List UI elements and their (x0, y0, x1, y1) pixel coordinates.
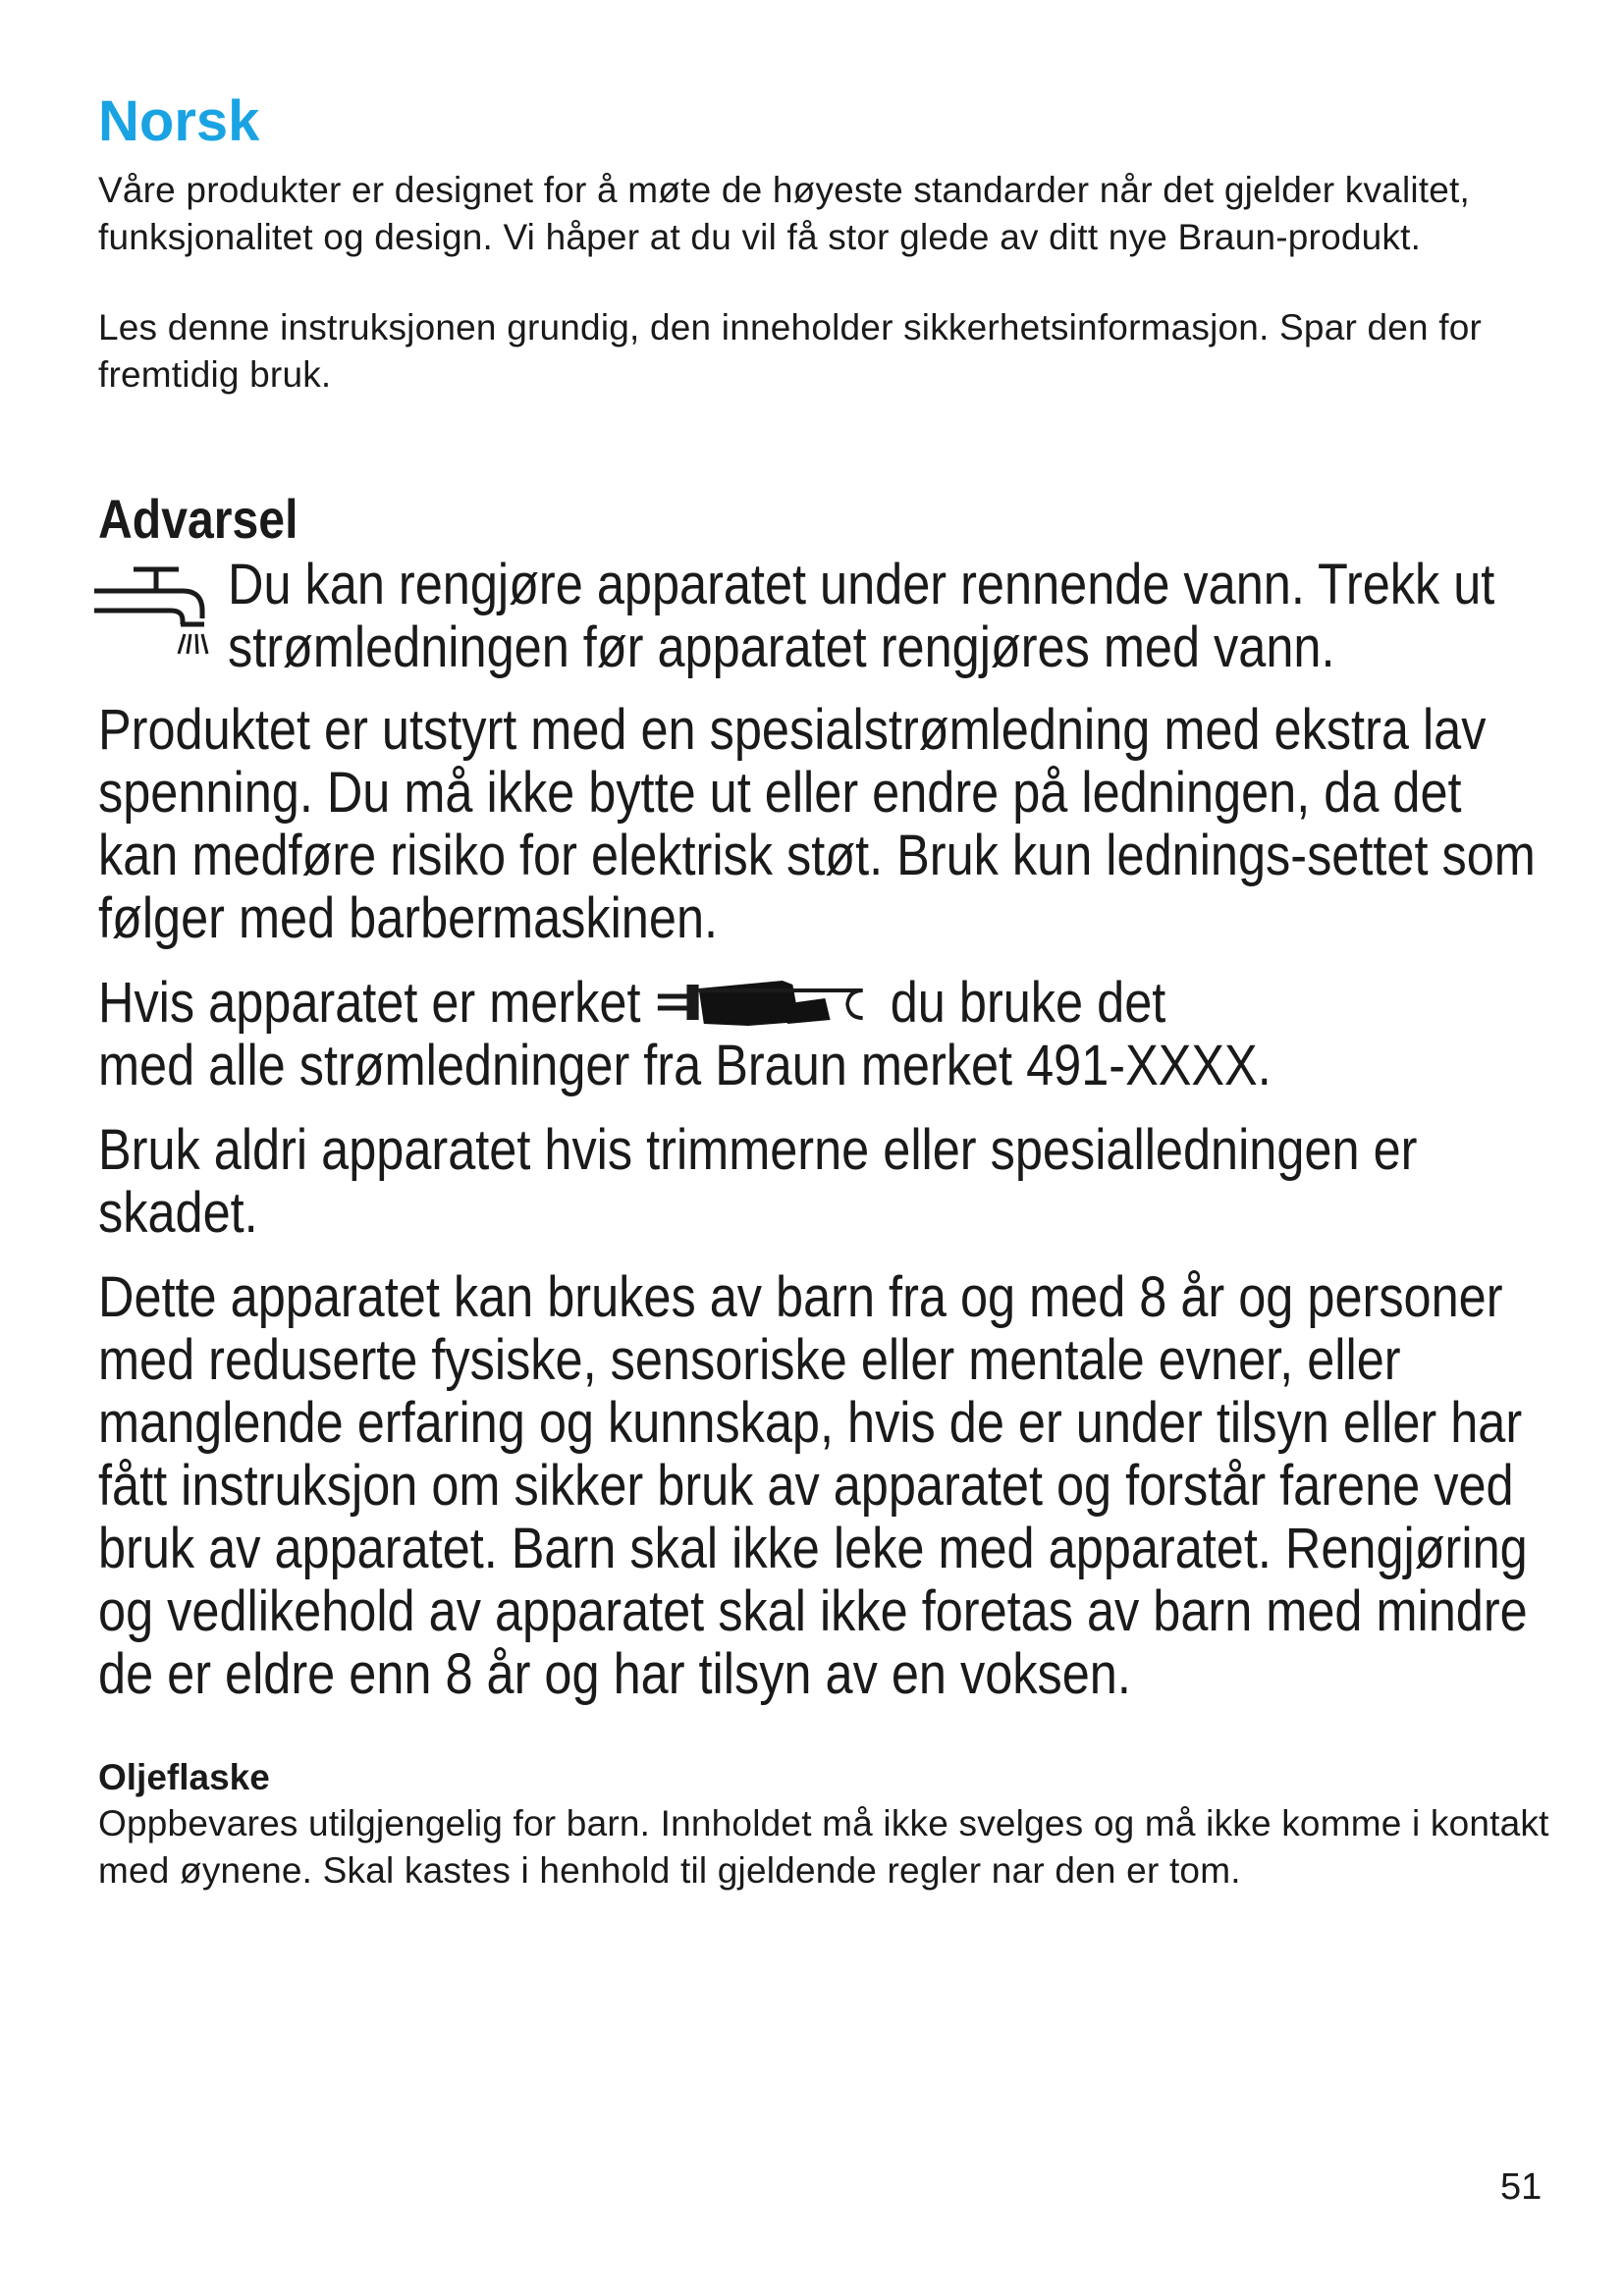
tap-instruction (98, 554, 1551, 679)
intro-paragraph-2: Les denne instruksjonen grundig, den inneholder sikkerhetsinformasjon. Spar den for fremtidig bruk. (98, 307, 1483, 395)
mark-text-line2: med alle strømledninger fra Braun merket 491-XXXX. (98, 1034, 1272, 1097)
manual-page (98, 86, 1551, 1895)
mark-text-after: du bruke det (890, 971, 1166, 1035)
tap-text: Du kan rengjøre apparatet under rennende vann. Trekk ut strømledningen før apparatet rengjøres med vann. (228, 553, 1495, 679)
water-tap-icon (92, 560, 220, 667)
intro-paragraph-1: Våre produkter er designet for å møte de høyeste standarder når det gjelder kvalitet, funksjonalitet og design. Vi håper at du vil få stor glede av ditt nye Braun-produkt. (98, 170, 1471, 257)
language-title: Norsk (98, 89, 260, 153)
mark-paragraph (98, 972, 1552, 1097)
children-paragraph: Dette apparatet kan brukes av barn fra og med 8 år og personer med reduserte fysiske, sensoriske eller mentale evner, eller manglende erfaring og kunnskap, hvis de er under tilsyn eller har fått instruksjon om sikker bruk av apparatet og forstår farene ved bruk av apparatet. Barn skal ikke leke med apparatet. Rengjøring og vedlikehold av apparatet skal ikke foretas av barn med mindre de er eldre enn 8 år og har tilsyn av en voksen. (98, 1265, 1528, 1706)
damaged-paragraph: Bruk aldri apparatet hvis trimmerne eller spesialledningen er skadet. (98, 1118, 1418, 1245)
power-plug-mark-icon (655, 975, 877, 1030)
mark-text-before: Hvis apparatet er merket (98, 971, 641, 1035)
page-number: 51 (1500, 2166, 1543, 2208)
warning-heading: Advarsel (98, 488, 298, 550)
oil-bottle-text: Oppbevares utilgjengelig for barn. Innholdet må ikke svelges og må ikke komme i kontakt med øynene. Skal kastes i henhold til gjeldende regler nar den er tom. (98, 1803, 1549, 1891)
oil-bottle-heading: Oljeflaske (98, 1757, 270, 1797)
cord-paragraph: Produktet er utstyrt med en spesialstrømledning med ekstra lav spenning. Du må ikke bytte ut eller endre på ledningen, da det kan medføre risiko for elektrisk støt. Bruk kun lednings-settet som følger med barbermaskinen. (98, 698, 1536, 950)
